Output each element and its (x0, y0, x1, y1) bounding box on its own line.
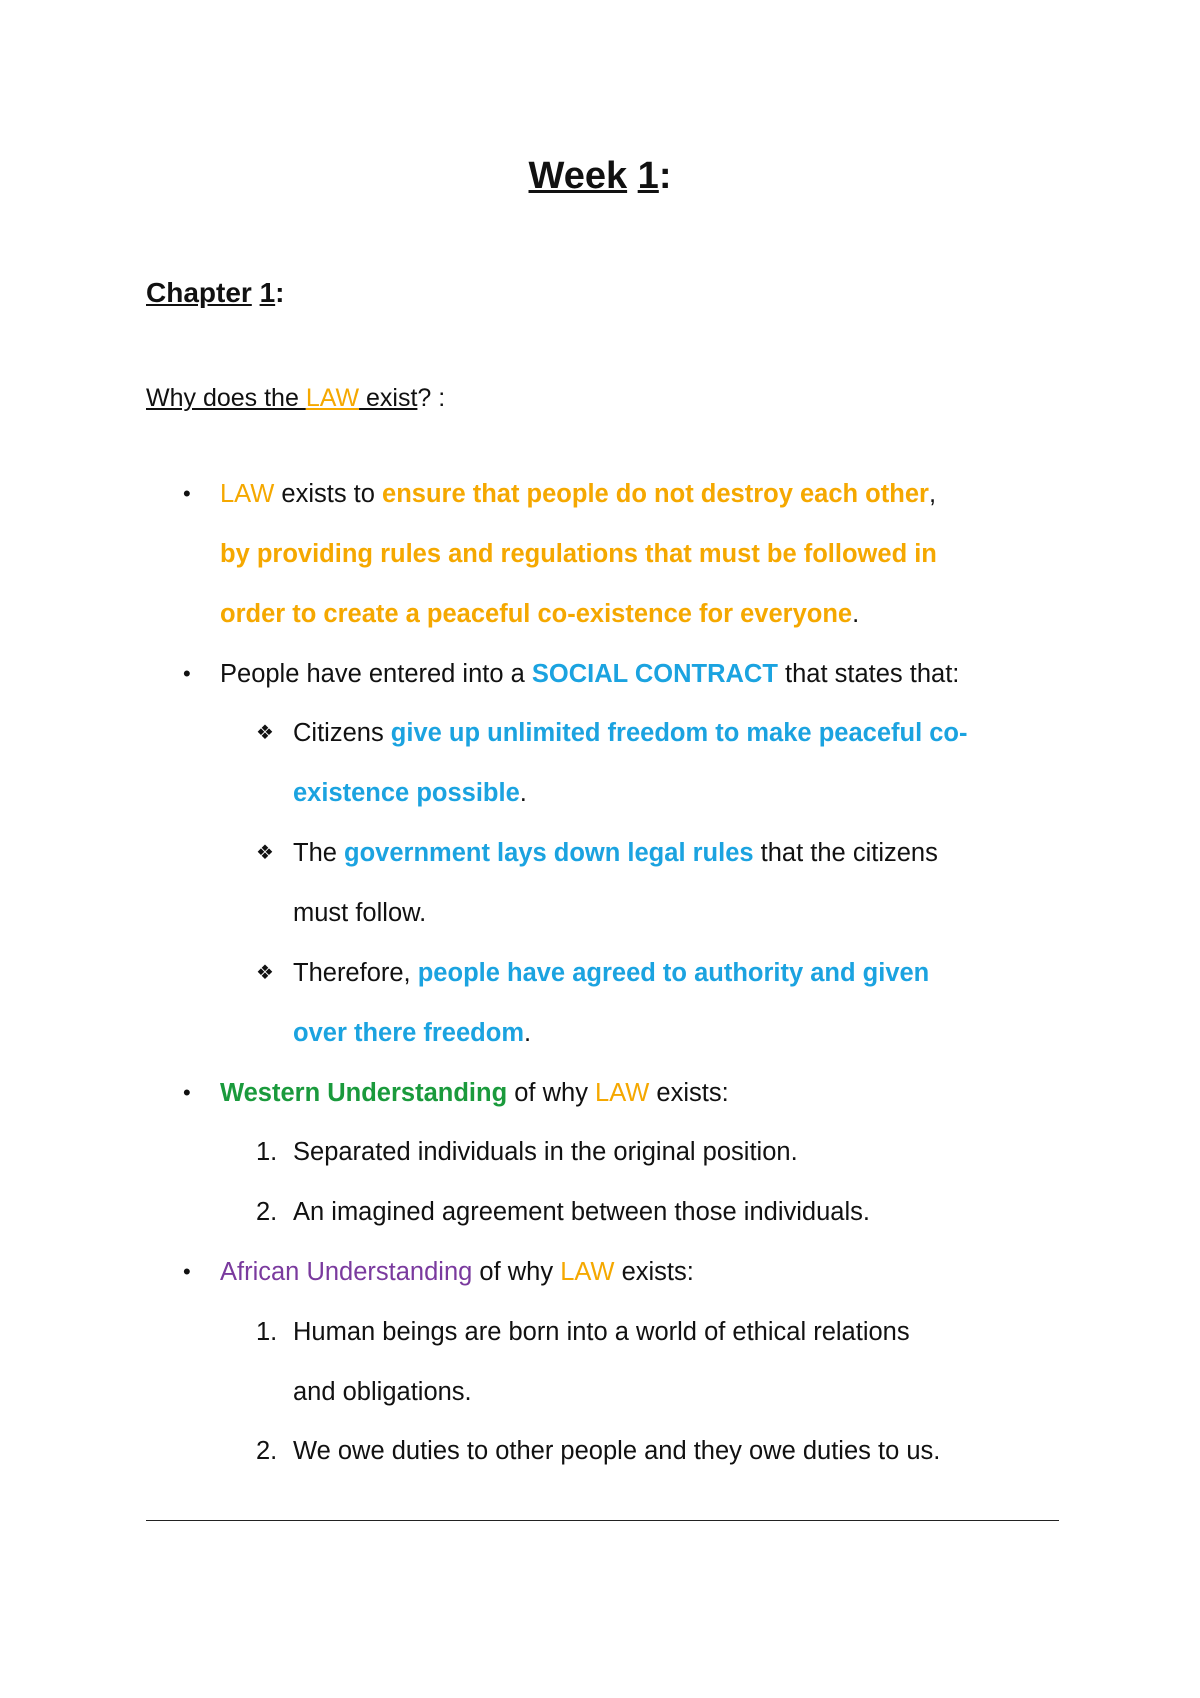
western-item-1-number: 1. (256, 1138, 278, 1166)
bullet-1-marker: • (183, 481, 191, 506)
bullet-3-highlight: Western Understanding (220, 1079, 508, 1107)
western-item-2-number: 2. (256, 1198, 278, 1226)
sub-bullet-1-line-2 (293, 775, 527, 811)
bullet-4-text: of why (472, 1258, 561, 1286)
question-heading (146, 380, 445, 416)
sub-bullet-3-text: Therefore, (293, 959, 418, 987)
bullet-1-comma: , (928, 480, 937, 508)
bullet-4-law: LAW (560, 1258, 615, 1286)
question-post: exist (359, 384, 418, 412)
bullet-1-law: LAW (220, 480, 275, 508)
sub-bullet-2-highlight: government lays down legal rules (344, 839, 754, 867)
bullet-2-highlight: SOCIAL CONTRACT (531, 660, 778, 688)
question-pre: Why does the (146, 384, 306, 412)
bullet-4-line-1 (220, 1254, 694, 1290)
bullet-4-text-end: exists: (614, 1258, 694, 1286)
bullet-2-line-1 (220, 656, 959, 692)
title-number: 1 (637, 155, 659, 197)
bullet-1-period: . (852, 600, 860, 628)
bullet-1-line-3-highlight: order to create a peaceful co-existence for everyone (220, 600, 853, 628)
sub-bullet-3-marker: ❖ (256, 962, 274, 984)
question-law: LAW (305, 384, 360, 412)
sub-bullet-1-marker: ❖ (256, 722, 274, 744)
bullet-3-law: LAW (595, 1079, 650, 1107)
western-item-1-text: Separated individuals in the original position. (293, 1138, 798, 1166)
bullet-3-line-1 (220, 1075, 729, 1111)
sub-bullet-3-line-2 (293, 1015, 531, 1051)
page-title (0, 150, 1200, 202)
african-item-2-number: 2. (256, 1437, 278, 1465)
sub-bullet-1-period: . (519, 779, 527, 807)
bullet-3-marker: • (183, 1080, 191, 1105)
african-item-1-text: Human beings are born into a world of ethical relations (293, 1318, 910, 1346)
sub-bullet-2-text-end: that the citizens (753, 839, 938, 867)
bullet-3-text-end: exists: (649, 1079, 729, 1107)
chapter-heading (146, 273, 284, 313)
african-item-2-text: We owe duties to other people and they owe duties to us. (293, 1437, 941, 1465)
sub-bullet-2-line-2: must follow. (293, 899, 427, 927)
sub-bullet-1-highlight: give up unlimited freedom to make peaceful co- (390, 719, 968, 747)
chapter-number: 1 (259, 277, 276, 308)
bullet-1-line-1 (220, 476, 936, 512)
bullet-1-line-3 (220, 596, 859, 632)
sub-bullet-1-line-2-highlight: existence possible (293, 779, 520, 807)
chapter-word: Chapter (146, 277, 252, 308)
sub-bullet-1-text: Citizens (293, 719, 391, 747)
sub-bullet-2-marker: ❖ (256, 842, 274, 864)
title-word: Week (528, 155, 628, 197)
question-end: ? : (417, 384, 446, 412)
bullet-2-marker: • (183, 661, 191, 686)
title-colon: : (658, 155, 672, 197)
sub-bullet-3-line-1 (293, 955, 929, 991)
african-item-1-line-2: and obligations. (293, 1378, 472, 1406)
sub-bullet-2-text: The (293, 839, 345, 867)
bullet-4-highlight: African Understanding (220, 1258, 473, 1286)
bullet-1-highlight: ensure that people do not destroy each other (382, 480, 929, 508)
sub-bullet-3-period: . (524, 1019, 532, 1047)
chapter-colon: : (275, 277, 285, 308)
bullet-2-text-end: that states that: (777, 660, 960, 688)
footer-divider (146, 1520, 1059, 1521)
african-item-1-number: 1. (256, 1318, 278, 1346)
sub-bullet-1-line-1 (293, 715, 967, 751)
sub-bullet-3-highlight: people have agreed to authority and given (417, 959, 930, 987)
bullet-1-text: exists to (274, 480, 383, 508)
bullet-1-line-2: by providing rules and regulations that must be followed in (220, 540, 937, 568)
bullet-2-text: People have entered into a (220, 660, 532, 688)
sub-bullet-2-line-1 (293, 835, 938, 871)
sub-bullet-3-line-2-highlight: over there freedom (293, 1019, 524, 1047)
western-item-2-text: An imagined agreement between those individuals. (293, 1198, 870, 1226)
bullet-4-marker: • (183, 1259, 191, 1284)
bullet-3-text: of why (507, 1079, 596, 1107)
